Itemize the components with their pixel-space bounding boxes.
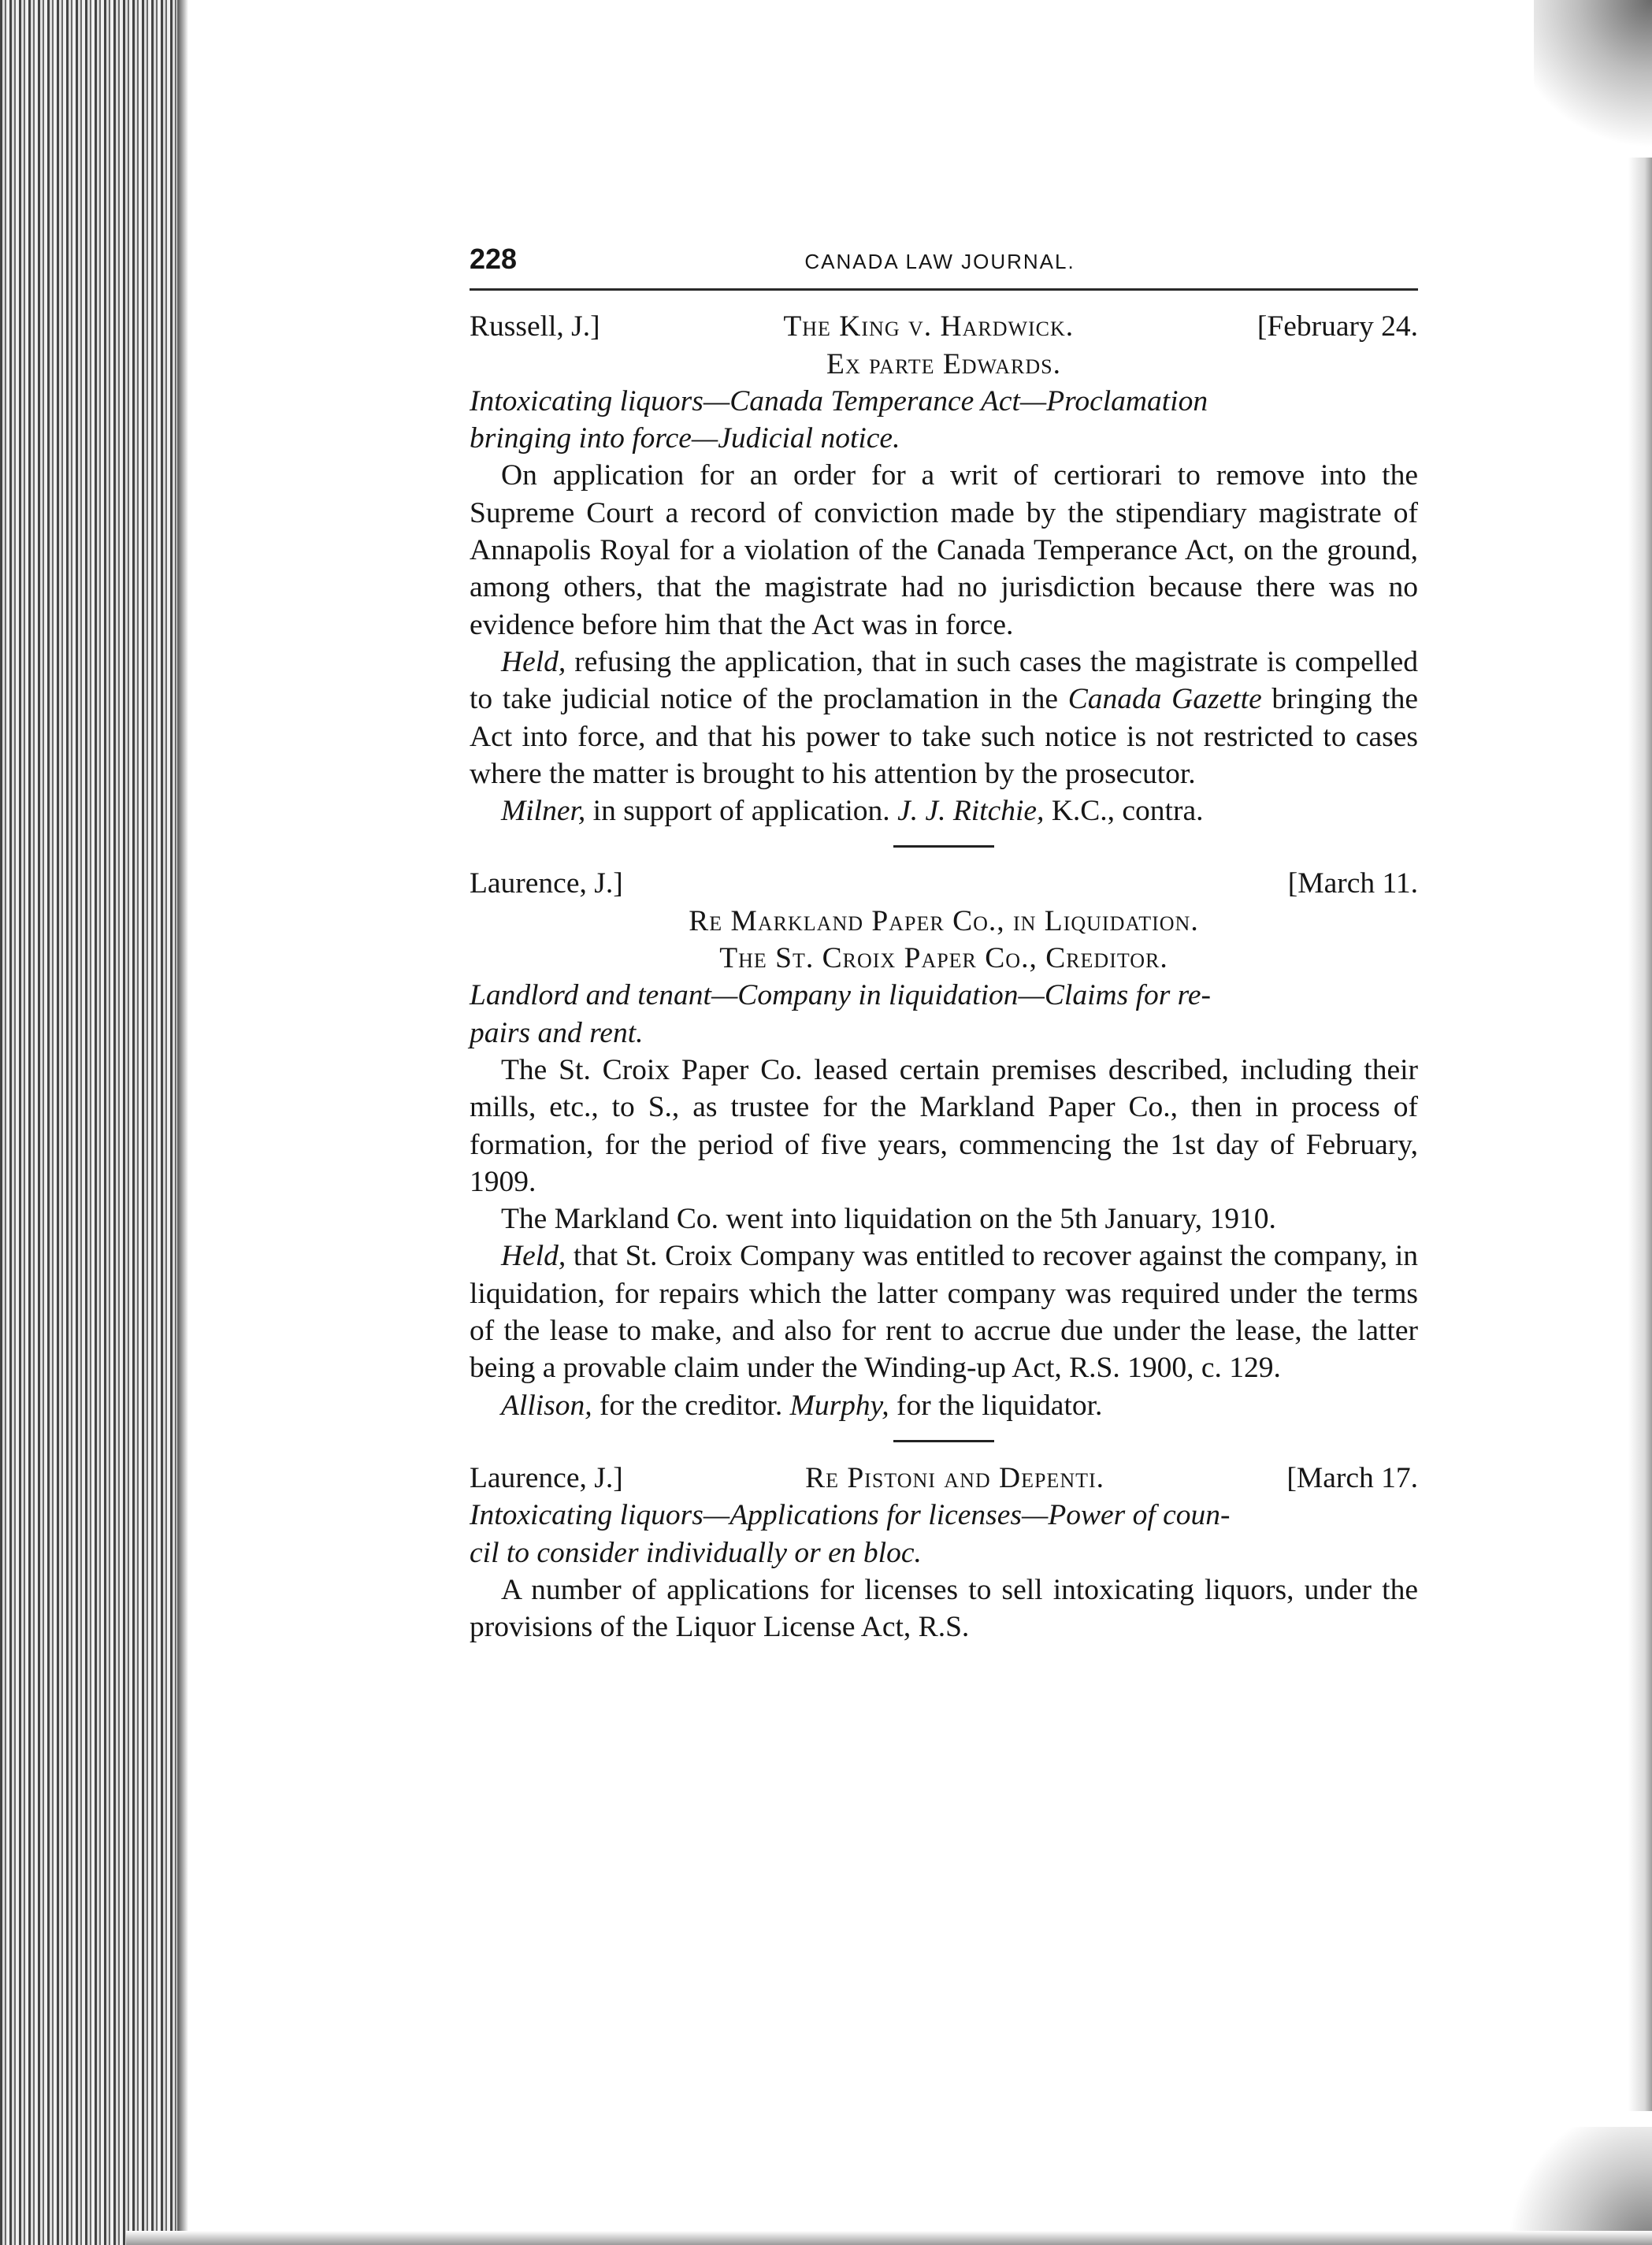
page-gutter — [177, 0, 188, 2245]
counsel-role: K.C., contra. — [1044, 795, 1204, 828]
held-word: Held, — [501, 1240, 566, 1273]
page-corner-shadow — [1534, 0, 1652, 173]
case-heading — [470, 1460, 1418, 1497]
page-corner-shadow-bottom — [1502, 2127, 1652, 2245]
case-separator — [893, 845, 994, 848]
case-date: [February 24. — [1257, 310, 1418, 343]
catchline-line: bringing into force—Judicial notice. — [470, 422, 900, 455]
page-number: 228 — [470, 243, 518, 275]
counsel-role: for the liquidator. — [889, 1389, 1103, 1422]
running-header — [470, 240, 1418, 291]
case-subtitle: The St. Croix Paper Co., Creditor. — [719, 942, 1168, 975]
gazette-title: Canada Gazette — [1067, 683, 1262, 716]
case-counsel — [470, 1387, 1418, 1424]
catchline-line: Intoxicating liquors—Canada Temperance Act—Proclamation — [470, 384, 1208, 417]
page-text — [470, 240, 1418, 1646]
case-title: Re Pistoni and Depenti. — [805, 1461, 1105, 1494]
holding-text: refusing the application, that in such cases the magistrate is compelled to take judicial notice of the proclamation in the — [470, 645, 1418, 716]
case-judge: Laurence, J.] — [470, 867, 623, 900]
holding-text: that St. Croix Company was entitled to recover against the company, in liquidation, for repairs which the latter company was required under the terms of the lease to make, and also for rent to accrue due under the lease, the latter being a provable claim under the Winding-up Act, R.S. 1900, c. 129. — [470, 1240, 1418, 1385]
counsel-name: Milner, — [501, 795, 586, 828]
held-word: Held, — [501, 645, 566, 678]
case-holding — [470, 644, 1418, 792]
case-paragraph: A number of applications for licenses to sell intoxicating liquors, under the provisions of the Liquor License Act, R.S. — [470, 1573, 1418, 1644]
case-catchline — [470, 977, 1418, 1052]
case-paragraph: The St. Croix Paper Co. leased certain premises described, including their mills, etc., to S., as trustee for the Markland Paper Co., then in process of formation, for the period of five years, commencing the 1st day of February, 1909. — [470, 1053, 1418, 1198]
catchline-line: Landlord and tenant—Company in liquidation—Claims for re- — [470, 979, 1212, 1012]
case-subtitle: Ex parte Edwards. — [826, 347, 1061, 380]
book-spine-shadow — [0, 0, 177, 2245]
case-catchline — [470, 1497, 1418, 1572]
counsel-role: for the creditor. — [592, 1389, 790, 1422]
case-counsel — [470, 792, 1418, 829]
counsel-role: in support of application. — [585, 795, 898, 828]
case-heading — [470, 308, 1418, 345]
case-holding — [470, 1238, 1418, 1386]
catchline-line: Intoxicating liquors—Applications for licenses—Power of coun- — [470, 1499, 1231, 1532]
case-title: The King v. Hardwick. — [783, 310, 1075, 343]
holding-text: bringing the Act into force, and that his power to take such notice is not restricted to cases where the matter is brought to his attention by the prosecutor. — [470, 683, 1418, 790]
case-judge: Russell, J.] — [470, 310, 600, 343]
case-judge: Laurence, J.] — [470, 1461, 623, 1494]
case-catchline — [470, 383, 1418, 458]
case-separator — [893, 1440, 994, 1442]
case-title: Re Markland Paper Co., in Liquidation. — [689, 904, 1199, 937]
catchline-line: cil to consider individually or en bloc. — [470, 1536, 922, 1569]
case-paragraph: The Markland Co. went into liquidation on the 5th January, 1910. — [501, 1203, 1276, 1236]
case-paragraph: On application for an order for a writ of certiorari to remove into the Supreme Court a record of conviction made by the stipendiary magistrate of Annapolis Royal for a violation of the Canada Temperance Act, on the ground, among others, that the magistrate had no jurisdiction because there was no evidence before him that the Act was in force. — [470, 459, 1418, 641]
counsel-name: J. J. Ritchie, — [897, 795, 1045, 828]
counsel-name: Allison, — [501, 1389, 592, 1422]
case-date: [March 17. — [1286, 1461, 1418, 1494]
page-edge-shadow — [1628, 158, 1652, 2111]
case-date: [March 11. — [1287, 867, 1418, 900]
journal-title: CANADA LAW JOURNAL. — [804, 250, 1075, 273]
page-bottom-edge — [126, 2231, 1652, 2245]
catchline-line: pairs and rent. — [470, 1016, 644, 1049]
counsel-name: Murphy, — [789, 1389, 889, 1422]
case-heading — [470, 865, 1418, 902]
